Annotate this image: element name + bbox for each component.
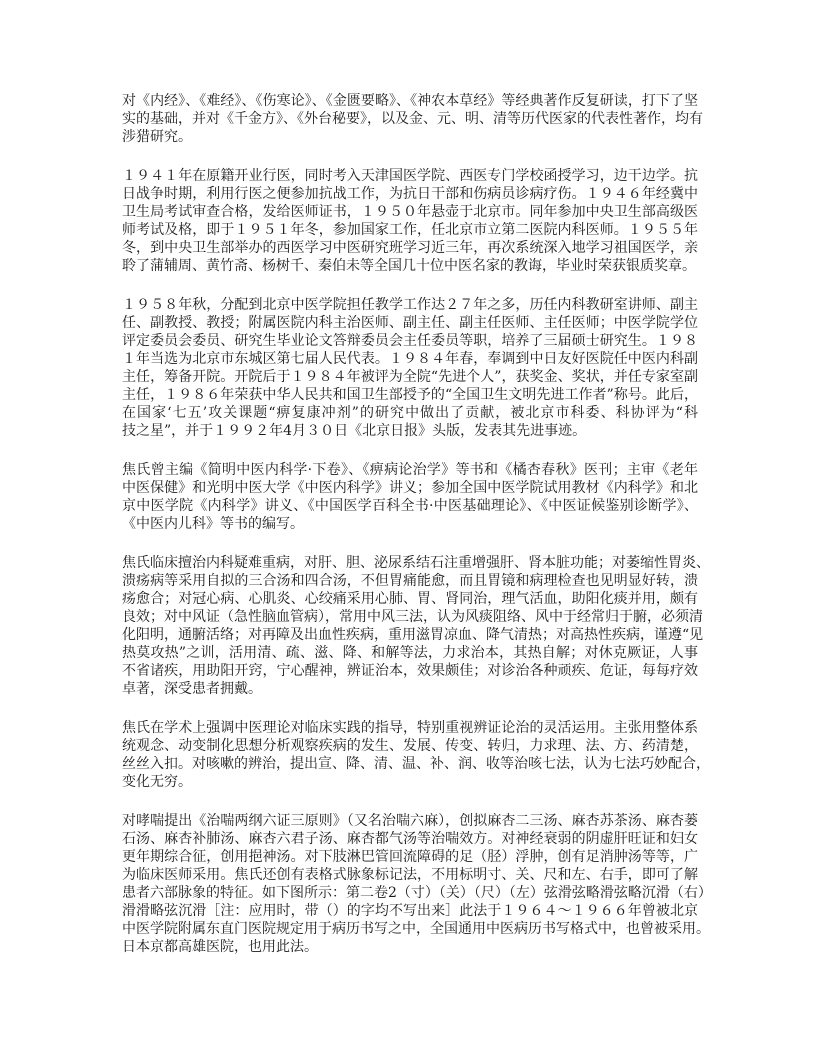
text-line: 主任，１９８６年荣获中华人民共和国卫生部授予的“全国卫生文明先进工作者”称号。此后， (122, 387, 698, 403)
paragraph (122, 92, 703, 146)
text-line: 焦氏曾主编《简明中医内科学·下卷》、《痹病论治学》等书和《橘杏春秋》医刊；主审《老年 (122, 462, 698, 478)
text-line: 疡愈合；对冠心病、心肌炎、心绞痛采用心肺、胃、肾同治，理气活血，助阳化痰并用，颇有 (122, 591, 698, 607)
text-line: 主任，筹备开院。开院后于１９８４年被评为全院“先进个人”，获奖金、奖状，并任专家室副 (122, 369, 698, 385)
text-line: 滑滑略弦沉滑［注：应用时，带（）的字均不写出来］此法于１９６４～１９６６年曾被北京 (122, 903, 698, 919)
paragraph (122, 296, 698, 440)
paragraph (122, 461, 698, 533)
text-line: 评定委员会委员、研究生毕业论文答辩委员会主任委员等职，培养了三届硕士研究生。１９８ (122, 333, 698, 349)
text-line: 变化无穷。 (122, 774, 192, 790)
text-line: 《中医内儿科》等书的编写。 (122, 516, 304, 532)
text-line: １年当选为北京市东城区第七届人民代表。１９８４年春，奉调到中日友好医院任中医内科副 (122, 351, 698, 367)
text-line: 良效；对中风证（急性脑血管病），常用中风三法，认为风痰阻络、风中于经常归于腑，必须清 (122, 609, 703, 625)
text-line: 患者六部脉象的特征。如下图所示：第二卷2（寸）（关）（尺）（左）弦滑弦略滑弦略沉滑（右） (122, 885, 712, 901)
text-line: 为临床医师采用。焦氏还创有表格式脉象标记法，不用标明寸、关、尺和左、右手，即可了解 (122, 867, 698, 883)
text-line: 对哮喘提出《治喘两纲六证三原则》（又名治喘六麻），创拟麻杏二三汤、麻杏苏茶汤、麻杏蒌 (122, 813, 698, 829)
text-line: 丝丝入扣。对咳嗽的辨治，提出宣、降、清、温、补、润、收等治咳七法，认为七法巧妙配合， (122, 756, 710, 772)
paragraph (122, 719, 710, 791)
paragraph (122, 554, 710, 698)
text-line: １９５８年秋，分配到北京中医学院担任教学工作达２７年之多，历任内科教研室讲师、副主 (122, 297, 698, 313)
text-line: 实的基础，并对《千金方》、《外台秘要》，以及金、元、明、清等历代医家的代表性著作，均有 (122, 111, 703, 127)
text-line: 焦氏在学术上强调中医理论对临床实践的指导，特别重视辨证论治的灵活运用。主张用整体系 (122, 720, 698, 736)
text-line: 溃疡病等采用自拟的三合汤和四合汤，不但胃痛能愈，而且胃镜和病理检查也见明显好转，溃 (122, 573, 698, 589)
text-line: 对《内经》、《难经》、《伤寒论》、《金匮要略》、《神农本草经》等经典著作反复研读，打下了坚 (122, 93, 698, 109)
text-line: 日战争时期，利用行医之便参加抗战工作，为抗日干部和伤病员诊病疗伤。１９４６年经冀中 (122, 186, 698, 202)
text-line: 涉猎研究。 (122, 129, 192, 145)
text-line: 卫生局考试审查合格，发给医师证书，１９５０年悬壶于北京市。同年参加中央卫生部高级医 (122, 204, 698, 220)
paragraph (122, 812, 712, 956)
text-line: １９４１年在原籍开业行医，同时考入天津国医学院、西医专门学校函授学习，边干边学。抗 (122, 168, 698, 184)
text-line: 师考试及格，即于１９５１年冬，参加国家工作，任北京市立第二医院内科医师。１９５５年 (122, 222, 698, 238)
text-line: 热莫攻热”之训，活用清、疏、滋、降、和解等法，力求治本，其热自解；对休克厥证，人事 (122, 645, 698, 661)
text-line: 任、副教授、教授；附属医院内科主治医师、副主任、副主任医师、主任医师；中医学院学位 (122, 315, 698, 331)
text-line: 在国家‘七五’攻关课题“痹复康冲剂”的研究中做出了贡献，被北京市科委、科协评为“科 (122, 405, 698, 421)
text-line: 不省诸疾，用助阳开窍，宁心醒神，辨证治本，效果颇佳；对诊治各种顽疾、危证，每每疗效 (122, 663, 698, 679)
text-line: 中医学院附属东直门医院规定用于病历书写之中，全国通用中医病历书写格式中，也曾被采用。 (122, 921, 710, 937)
text-line: 卓著，深受患者拥戴。 (122, 681, 262, 697)
paragraph (122, 167, 698, 275)
document-body (122, 92, 712, 977)
text-line: 冬，到中央卫生部举办的西医学习中医研究班学习近三年，再次系统深入地学习祖国医学，亲 (122, 240, 698, 256)
text-line: 统观念、动变制化思想分析观察疾病的发生、发展、传变、转归，力求理、法、方、药清楚， (122, 738, 698, 754)
text-line: 中医保健》和光明中医大学《中医内科学》讲义；参加全国中医学院试用教材《内科学》和北 (122, 480, 698, 496)
text-line: 京中医学院《内科学》讲义、《中国医学百科全书·中医基础理论》、《中医证候鉴别诊断学》、 (122, 498, 698, 514)
text-line: 日本京都高雄医院，也用此法。 (122, 939, 318, 955)
text-line: 技之星”，并于１９９２年4月３０日《北京日报》头版，发表其先进事迹。 (122, 423, 587, 439)
text-line: 焦氏临床擅治内科疑难重病，对肝、胆、泌尿系结石注重增强肝、肾本脏功能；对萎缩性胃炎、 (122, 555, 710, 571)
text-line: 化阳明，通腑活络；对再障及出血性疾病，重用滋胃凉血、降气清热；对高热性疾病，谨遵“见 (122, 627, 704, 643)
text-line: 聆了蒲辅周、黄竹斋、杨树千、秦伯未等全国几十位中医名家的教诲，毕业时荣获银质奖章。 (122, 258, 696, 274)
text-line: 石汤、麻杏补肺汤、麻杏六君子汤、麻杏都气汤等治喘效方。对神经衰弱的阴虚肝旺证和妇女 (122, 831, 698, 847)
text-line: 更年期综合征，创用挹神汤。对下肢淋巴管回流障碍的足（胫）浮肿，创有足消肿汤等等，广 (122, 849, 698, 865)
